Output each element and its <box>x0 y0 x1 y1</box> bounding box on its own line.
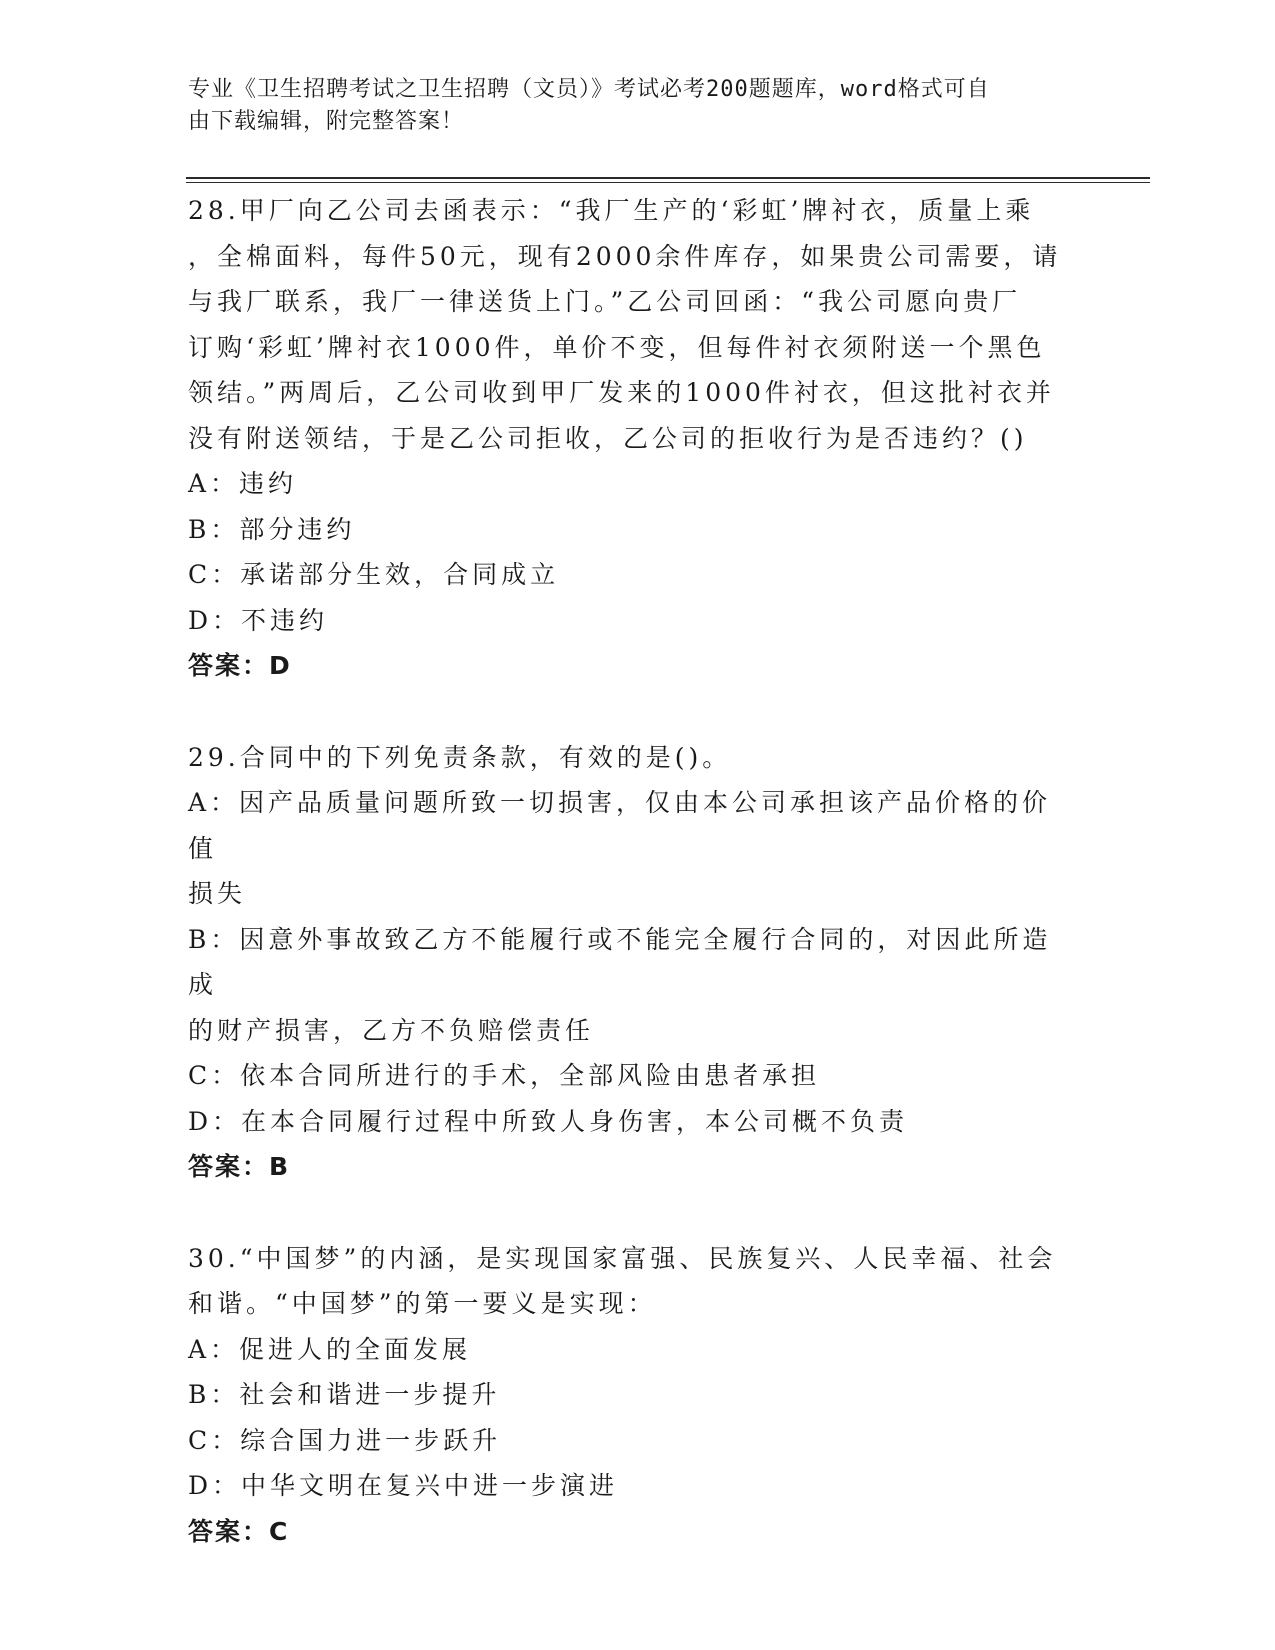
option-b: B：社会和谐进一步提升 <box>188 1380 501 1409</box>
document-header <box>188 74 1068 138</box>
header-divider-thin <box>186 182 1150 183</box>
answer: 答案：C <box>188 1516 290 1546</box>
option-d: D：在本合同履行过程中所致人身伤害，本公司概不负责 <box>188 1106 909 1136</box>
question-line: 订购‘彩虹’牌衬衣1000件，单价不变，但每件衬衣须附送一个黑色 <box>188 332 1046 362</box>
answer: 答案：D <box>188 651 292 680</box>
option-b: B：因意外事故致乙方不能履行或不能完全履行合同的，对因此所造成 <box>188 924 1052 999</box>
question-line: 29.合同中的下列免责条款，有效的是()。 <box>188 742 732 772</box>
question-line: 28.甲厂向乙公司去函表示：“我厂生产的‘彩虹’牌衬衣，质量上乘 <box>188 196 1035 225</box>
question-29 <box>188 735 1078 1190</box>
answer: 答案：B <box>188 1152 291 1181</box>
option-a: A：违约 <box>188 469 298 498</box>
option-a: A：促进人的全面发展 <box>188 1334 472 1364</box>
header-divider <box>186 177 1150 179</box>
header-line: 专业《卫生招聘考试之卫生招聘（文员）》考试必考200题题库，word格式可自 <box>188 77 990 102</box>
header-line: 由下载编辑，附完整答案！ <box>188 109 465 134</box>
question-line: 和谐。“中国梦”的第一要义是实现： <box>188 1289 657 1318</box>
option-b: B：部分违约 <box>188 514 356 544</box>
question-line: 领结。”两周后，乙公司收到甲厂发来的1000件衬衣，但这批衬衣并 <box>188 378 1055 407</box>
question-list <box>188 188 1078 1554</box>
option-c: C：依本合同所进行的手术，全部风险由患者承担 <box>188 1061 821 1090</box>
option-c: C：承诺部分生效，合同成立 <box>188 560 560 589</box>
question-line: 与我厂联系，我厂一律送货上门。”乙公司回函：“我公司愿向贵厂 <box>188 287 1022 316</box>
option-b-continued: 的财产损害，乙方不负赔偿责任 <box>188 1015 595 1045</box>
option-d: D：中华文明在复兴中进一步演进 <box>188 1471 619 1500</box>
option-d: D：不违约 <box>188 605 329 635</box>
question-line: ，全棉面料，每件50元，现有2000余件库存，如果贵公司需要，请 <box>188 241 1062 271</box>
question-30 <box>188 1236 1078 1555</box>
question-28 <box>188 188 1078 689</box>
option-c: C：综合国力进一步跃升 <box>188 1425 502 1455</box>
option-a-continued: 损失 <box>188 879 247 908</box>
question-line: 30.“中国梦”的内涵，是实现国家富强、民族复兴、人民幸福、社会 <box>188 1243 1057 1273</box>
question-line: 没有附送领结，于是乙公司拒收，乙公司的拒收行为是否违约？() <box>188 423 1028 453</box>
option-a: A：因产品质量问题所致一切损害，仅由本公司承担该产品价格的价值 <box>188 788 1052 863</box>
